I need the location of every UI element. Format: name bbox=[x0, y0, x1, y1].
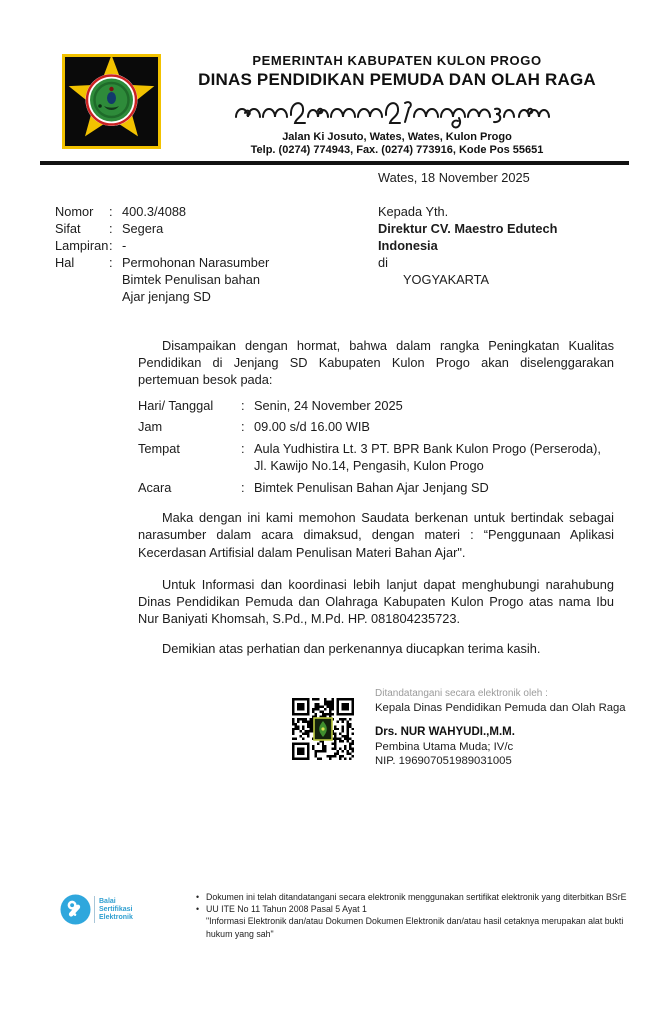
bsre-divider bbox=[94, 896, 95, 923]
bullet-icon: • bbox=[196, 892, 200, 902]
bsre-label bbox=[99, 898, 133, 922]
meta-colon: : bbox=[109, 221, 113, 236]
letter-subject bbox=[122, 254, 269, 305]
detail-label: Tempat bbox=[138, 441, 180, 457]
meta-colon: : bbox=[109, 204, 113, 219]
bsre-key-icon bbox=[60, 894, 91, 925]
meta-label: Sifat bbox=[55, 221, 81, 236]
recipient-salutation: Kepada Yth. bbox=[378, 204, 449, 219]
meta-row-lampiran bbox=[55, 237, 269, 254]
bsre-label-line: Elektronik bbox=[99, 913, 133, 921]
letter-number: 400.3/4088 bbox=[122, 204, 187, 219]
signer-name: Drs. NUR WAHYUDI.,M.M. bbox=[375, 726, 515, 738]
letterhead-address: Jalan Ki Josuto, Wates, Wates, Kulon Progo bbox=[282, 131, 512, 143]
meta-row-hal bbox=[55, 254, 269, 305]
letterhead-contact: Telp. (0274) 774943, Fax. (0274) 773916, Kode Pos 55651 bbox=[250, 144, 544, 156]
footer-note-2 bbox=[196, 903, 633, 915]
signature-block bbox=[292, 688, 626, 767]
footer-notes bbox=[196, 891, 633, 940]
footer-note-1 bbox=[196, 891, 633, 903]
footer-quote: "Informasi Elektronik dan/atau Dokumen Dokumen Elektronik dan/atau hasil cetaknya merupakan alat bukti hukum yang sah" bbox=[206, 916, 624, 939]
letter-attachment: - bbox=[122, 238, 127, 253]
bullet-icon: • bbox=[196, 904, 200, 915]
subject-line: Permohonan Narasumber bbox=[122, 255, 270, 270]
recipient-name-2: Indonesia bbox=[378, 238, 438, 253]
recipient-at: di bbox=[378, 255, 388, 270]
letter-meta bbox=[55, 203, 269, 305]
meta-row-nomor bbox=[55, 203, 269, 220]
meta-row-sifat bbox=[55, 220, 269, 237]
recipient-name: Direktur CV. Maestro Edutech bbox=[378, 221, 558, 236]
letterhead bbox=[163, 53, 631, 157]
meta-label: Nomor bbox=[55, 204, 94, 219]
javanese-script bbox=[232, 93, 562, 131]
detail-row-time bbox=[138, 418, 614, 435]
signature-qr-code bbox=[292, 698, 354, 760]
signer-nip: NIP. 196907051989031005 bbox=[375, 755, 512, 767]
letterhead-government: PEMERINTAH KABUPATEN KULON PROGO bbox=[252, 53, 542, 68]
detail-colon: : bbox=[241, 397, 245, 413]
event-agenda: Bimtek Penulisan Bahan Ajar Jenjang SD bbox=[254, 479, 489, 495]
venue-line: Jl. Kawijo No.14, Pengasih, Kulon Progo bbox=[254, 458, 484, 474]
event-details bbox=[138, 397, 614, 497]
signer-rank: Pembina Utama Muda; IV/c bbox=[375, 740, 514, 753]
event-date: Senin, 24 November 2025 bbox=[254, 397, 403, 413]
signed-electronically-note: Ditandatangani secara elektronik oleh : bbox=[375, 688, 548, 699]
bsre-label-line: Balai bbox=[99, 897, 116, 905]
meta-label: Hal bbox=[55, 255, 75, 270]
meta-colon: : bbox=[109, 238, 113, 253]
meta-colon: : bbox=[109, 255, 113, 270]
event-time: 09.00 s/d 16.00 WIB bbox=[254, 419, 370, 435]
paragraph-closing: Demikian atas perhatian dan perkenannya diucapkan terima kasih. bbox=[162, 641, 541, 657]
letter-body bbox=[138, 337, 614, 658]
paragraph-request: Maka dengan ini kami memohon Saudata berkenan untuk bertindak sebagai narasumber dalam acara dimaksud, dengan materi : “Penggunaan Aplikasi Kecerdasan Artifisial dalam Penulisan Materi Bahan Ajar". bbox=[138, 510, 614, 560]
bsre-footer bbox=[60, 891, 633, 940]
detail-label: Acara bbox=[138, 479, 172, 495]
recipient-city: YOGYAKARTA bbox=[403, 272, 490, 287]
recipient-block bbox=[378, 203, 557, 288]
detail-colon: : bbox=[241, 479, 245, 495]
meta-label: Lampiran bbox=[55, 238, 109, 253]
subject-line: Ajar jenjang SD bbox=[122, 289, 211, 304]
detail-label: Hari/ Tanggal bbox=[138, 397, 214, 413]
letterhead-divider bbox=[40, 161, 629, 165]
venue-line: Aula Yudhistira Lt. 3 PT. BPR Bank Kulon Progo (Perseroda), bbox=[254, 441, 601, 457]
bsre-logo bbox=[60, 894, 138, 925]
place-date: Wates, 18 November 2025 bbox=[378, 170, 530, 185]
detail-colon: : bbox=[241, 441, 245, 457]
footer-note-text: Dokumen ini telah ditandatangani secara elektronik menggunakan sertifikat elektronik yang diterbitkan BSrE bbox=[206, 892, 627, 902]
paragraph-contact: Untuk Informasi dan koordinasi lebih lanjut dapat menghubungi narahubung Dinas Pendidikan Pemuda dan Olahraga Kabupaten Kulon Progo atas nama Ibu Nur Baniyati Khomsah, S.Pd., M.Pd. HP. 081804235723. bbox=[138, 576, 614, 627]
detail-row-agenda bbox=[138, 479, 614, 496]
letter-urgency: Segera bbox=[122, 221, 164, 236]
detail-row-venue bbox=[138, 440, 614, 474]
detail-label: Jam bbox=[138, 419, 163, 435]
bsre-label-line: Sertifikasi bbox=[99, 905, 133, 913]
signature-text bbox=[375, 688, 626, 767]
subject-line: Bimtek Penulisan bahan bbox=[122, 272, 261, 287]
footer-note-text: UU ITE No 11 Tahun 2008 Pasal 5 Ayat 1 bbox=[206, 904, 367, 915]
kulon-progo-regency-emblem-icon bbox=[62, 54, 161, 149]
detail-colon: : bbox=[241, 419, 245, 435]
qr-center-emblem-icon bbox=[313, 717, 333, 741]
event-venue bbox=[254, 440, 614, 474]
signer-title: Kepala Dinas Pendidikan Pemuda dan Olah Raga bbox=[375, 702, 626, 714]
detail-row-day bbox=[138, 397, 614, 414]
letterhead-agency: DINAS PENDIDIKAN PEMUDA DAN OLAH RAGA bbox=[198, 70, 596, 89]
paragraph-opening: Disampaikan dengan hormat, bahwa dalam rangka Peningkatan Kualitas Pendidikan di Jenjang SD Kabupaten Kulon Progo akan diselenggarakan pertemuan besok pada: bbox=[138, 338, 614, 388]
